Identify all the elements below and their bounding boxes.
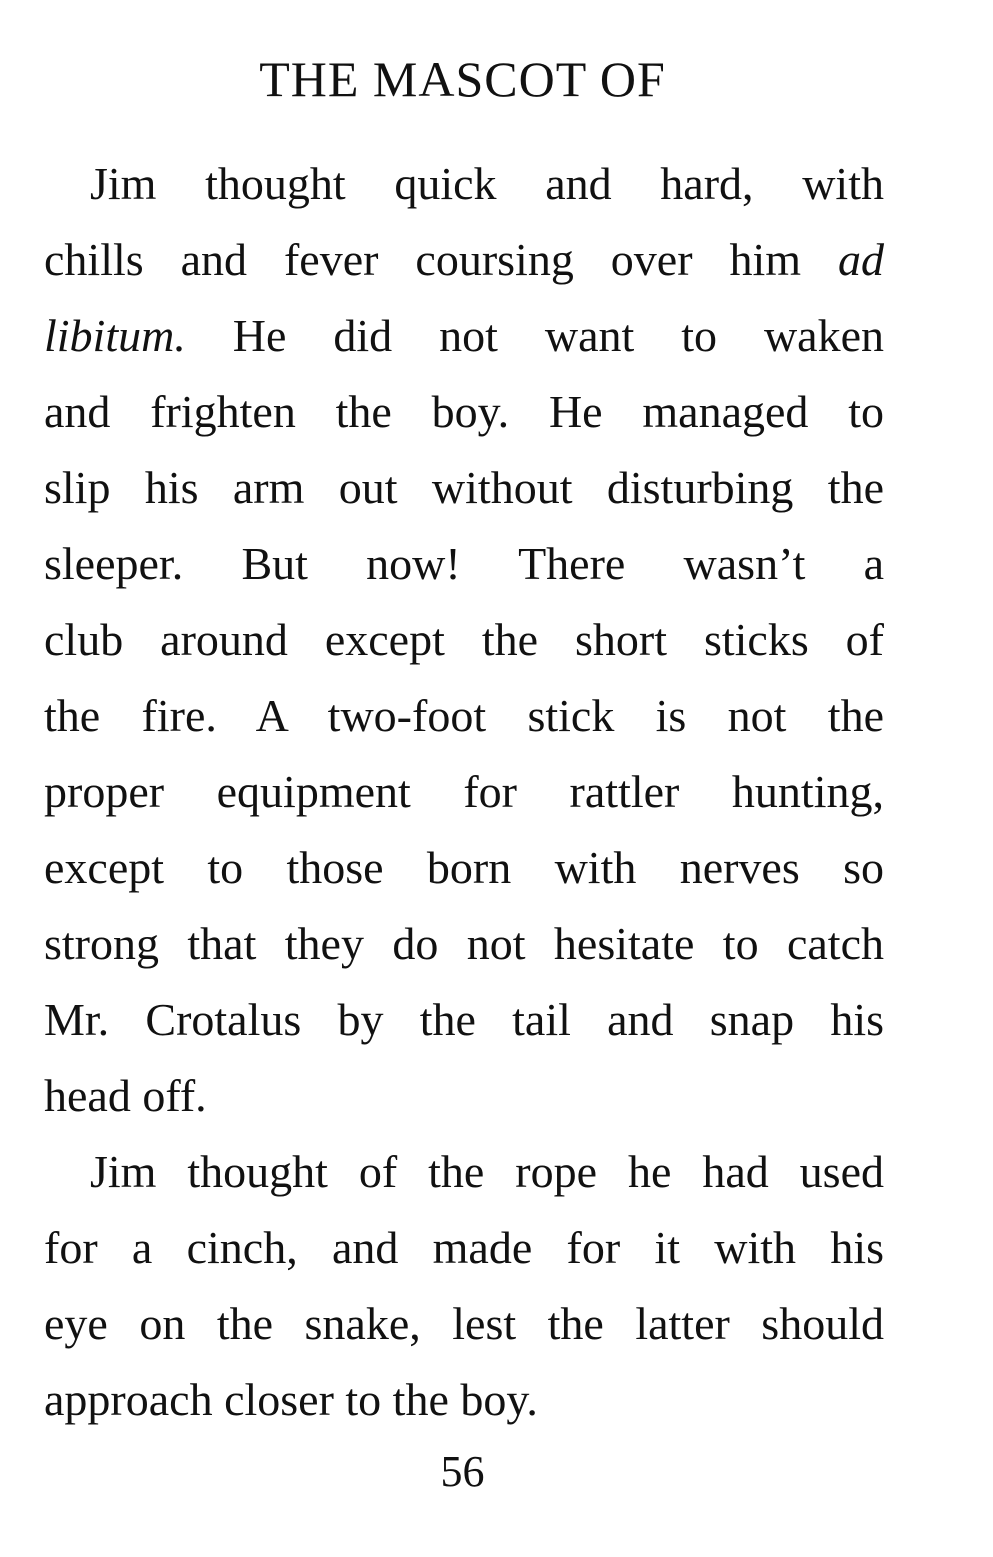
- text-line: Jim thought quick and hard, with: [90, 158, 884, 209]
- text-line: head off.: [44, 1070, 207, 1121]
- text-line: proper equipment for rattler hunting,: [44, 766, 884, 817]
- text-line: eye on the snake, lest the latter should: [44, 1298, 884, 1349]
- text-line: club around except the short sticks of: [44, 614, 884, 665]
- text-line: slip his arm out without disturbing the: [44, 462, 884, 513]
- text-line-segment: He did not want to waken: [232, 310, 884, 361]
- text-line: sleeper. But now! There wasn’t a: [44, 538, 884, 589]
- text-line: Jim thought of the rope he had used: [90, 1146, 884, 1197]
- text-line: except to those born with nerves so: [44, 842, 884, 893]
- text-line: strong that they do not hesitate to catch: [44, 918, 884, 969]
- text-line: and frighten the boy. He managed to: [44, 386, 884, 437]
- text-line: [44, 222, 884, 298]
- text-line: Mr. Crotalus by the tail and snap his: [44, 994, 884, 1045]
- body-text: [44, 146, 884, 1438]
- text-line: the fire. A two-foot stick is not the: [44, 690, 884, 741]
- text-line: approach closer to the boy.: [44, 1374, 538, 1425]
- italic-phrase-continued: libitum.: [44, 310, 186, 361]
- text-line-segment: chills and fever coursing over him: [44, 234, 802, 285]
- italic-phrase: ad: [838, 234, 885, 285]
- text-line: [44, 298, 884, 374]
- text-line: for a cinch, and made for it with his: [44, 1222, 884, 1273]
- paragraph-2: [44, 1134, 884, 1438]
- paragraph-1: [44, 146, 884, 1134]
- page-number: 56: [440, 1447, 485, 1496]
- running-head: THE MASCOT OF: [259, 51, 666, 107]
